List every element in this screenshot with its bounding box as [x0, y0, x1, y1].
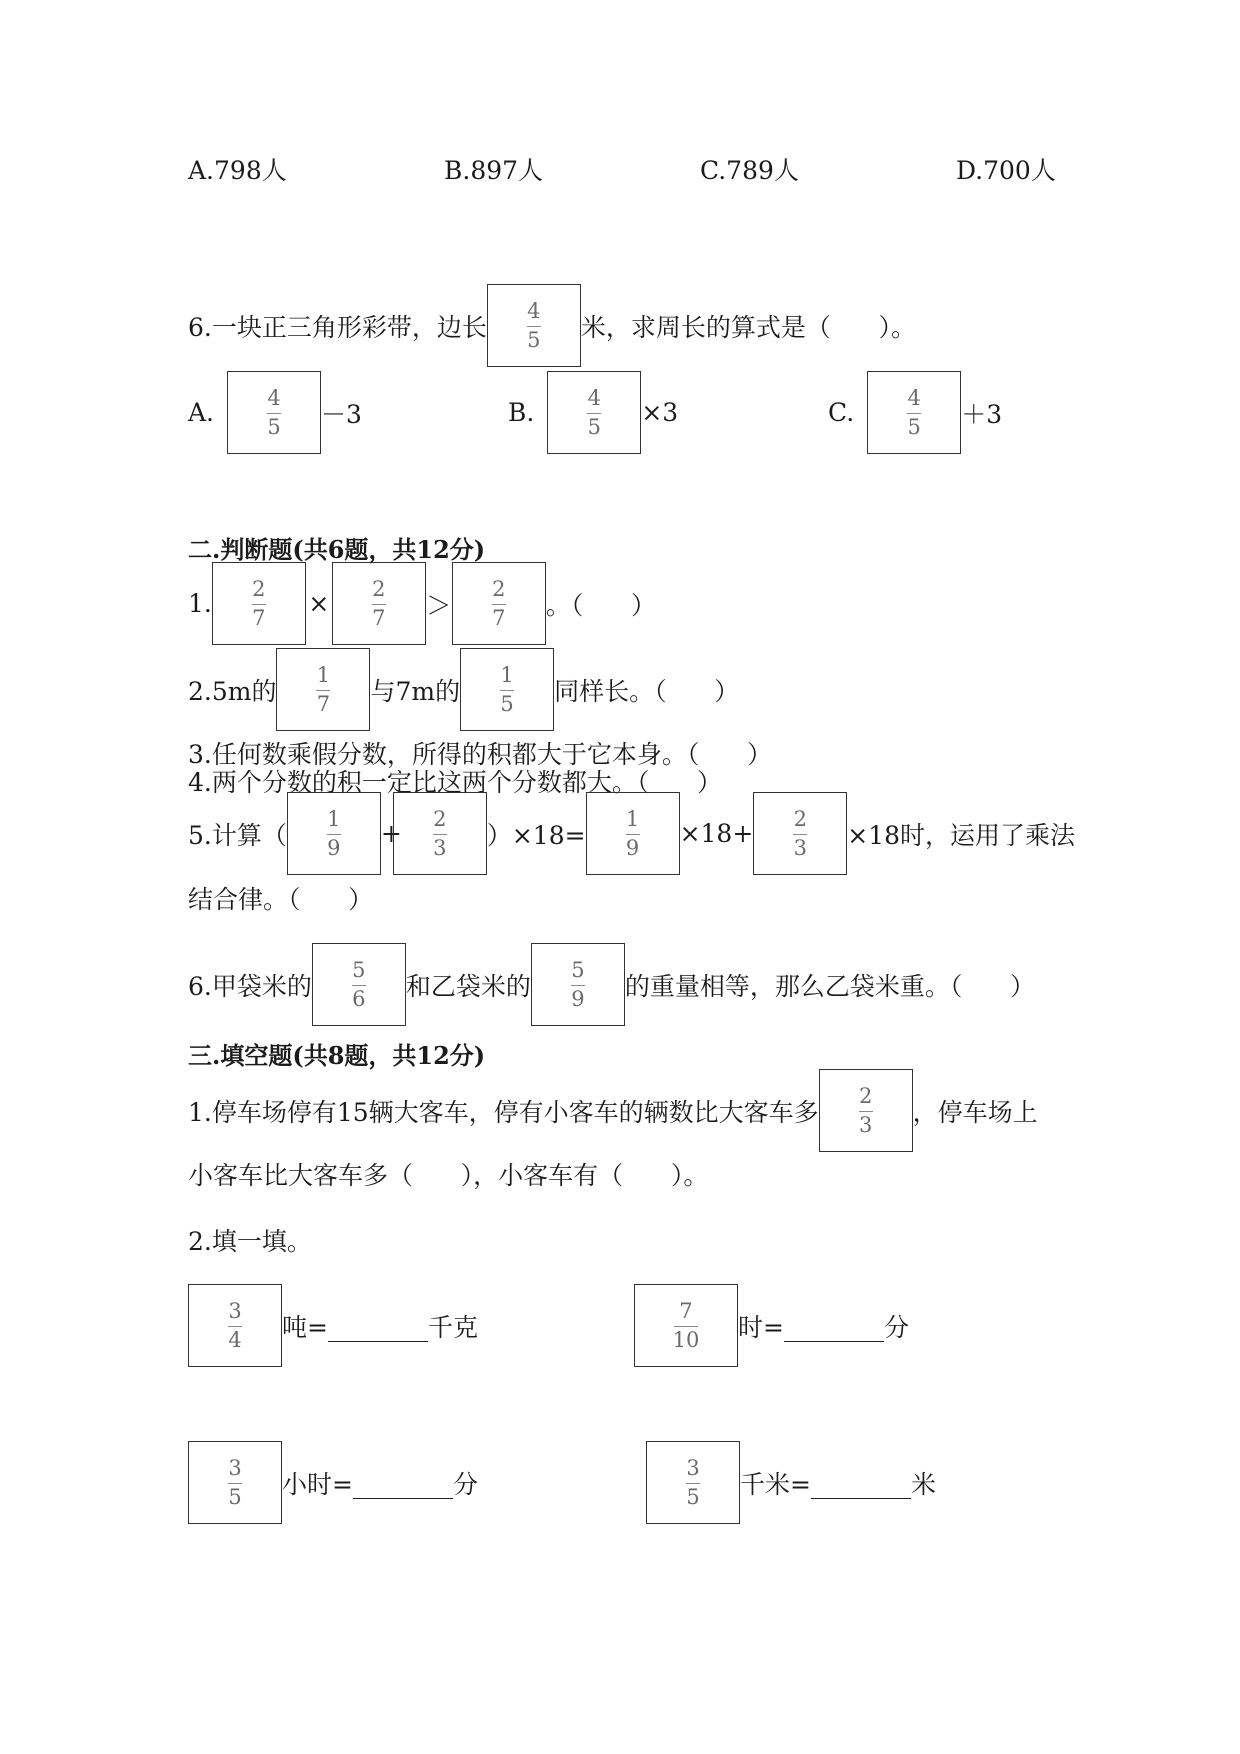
question-text: 米，求周长的算式是（ ）。	[580, 312, 917, 342]
denominator: 7	[252, 605, 266, 630]
fraction	[858, 1083, 873, 1137]
fraction-box	[227, 371, 321, 454]
fraction-bar	[500, 690, 514, 691]
fraction	[228, 1298, 242, 1352]
fraction	[907, 385, 921, 439]
fraction-bar	[907, 413, 921, 414]
fraction-bar	[527, 326, 541, 327]
fraction-box	[634, 1284, 738, 1367]
fraction-box	[819, 1069, 913, 1152]
fraction-bar	[433, 834, 447, 835]
fraction-bar	[571, 985, 585, 986]
fraction-box	[312, 943, 406, 1026]
option-expression: ×3	[641, 398, 679, 427]
conversion-item	[634, 1284, 909, 1367]
judge-question-5-continued: 结合律。（ ）	[188, 885, 374, 914]
fraction	[372, 576, 386, 630]
fraction	[433, 806, 447, 860]
fraction	[587, 385, 602, 439]
denominator: 4	[228, 1327, 242, 1352]
denominator: 10	[672, 1327, 700, 1352]
multiply-sign: ×	[308, 589, 330, 618]
numerator: 2	[252, 576, 266, 601]
numerator: 4	[587, 385, 602, 410]
denominator: 5	[907, 414, 921, 439]
fraction-box	[332, 562, 426, 645]
conversion-item	[188, 1284, 478, 1367]
judge-question-4: 4.两个分数的积一定比这两个分数都大。（ ）	[188, 768, 723, 797]
option-label: A.	[188, 398, 215, 427]
numerator: 4	[267, 385, 281, 410]
option-expression: ＋3	[961, 399, 1003, 429]
denominator: 7	[316, 691, 331, 716]
question-text: 同样长。（ ）	[554, 676, 740, 706]
denominator: 5	[267, 414, 281, 439]
judge-question-6	[188, 943, 1035, 1026]
option-d: D.700人	[956, 156, 1056, 185]
fraction-bar	[228, 1326, 242, 1327]
denominator: 7	[492, 605, 506, 630]
conversion-text: 吨=________千克	[282, 1312, 478, 1342]
denominator: 3	[793, 835, 807, 860]
question-text: 6.一块正三角形彩带，边长	[188, 312, 487, 342]
numerator: 1	[625, 806, 640, 831]
numerator: 7	[679, 1298, 693, 1323]
fraction-bar	[228, 1483, 242, 1484]
choice-question-6	[188, 284, 916, 367]
option-label: C.	[828, 398, 855, 427]
fill-question-1	[188, 1069, 1038, 1152]
fraction	[352, 957, 366, 1011]
fraction	[327, 806, 341, 860]
section-heading-fill: 三.填空题(共8题，共12分)	[188, 1041, 486, 1070]
numerator: 1	[500, 662, 514, 687]
fraction-bar	[686, 1483, 700, 1484]
fraction-box	[276, 648, 370, 731]
fill-question-1-continued: 小客车比大客车多（ ），小客车有（ ）。	[188, 1161, 709, 1190]
greater-than-sign: ＞	[426, 590, 452, 620]
choice-option-c	[828, 371, 1002, 454]
fraction-bar	[626, 834, 640, 835]
numerator: 5	[352, 957, 366, 982]
question-text: ×18+	[679, 819, 754, 848]
question-text: 1.停车场停有15辆大客车，停有小客车的辆数比大客车多	[188, 1097, 819, 1127]
denominator: 3	[858, 1112, 873, 1137]
fill-question-2-title: 2.填一填。	[188, 1227, 312, 1256]
fraction-bar	[352, 985, 366, 986]
denominator: 9	[571, 986, 585, 1011]
fraction	[492, 576, 506, 630]
numerator: 5	[571, 957, 585, 982]
numerator: 1	[327, 806, 341, 831]
fraction	[625, 806, 640, 860]
fraction-bar	[674, 1326, 698, 1327]
fraction-box	[452, 562, 546, 645]
denominator: 5	[587, 414, 602, 439]
option-c: C.789人	[700, 156, 799, 185]
answer-blank: 。（ ）	[545, 590, 657, 620]
fraction-box	[867, 371, 961, 454]
numerator: 4	[527, 298, 541, 323]
fraction	[527, 298, 541, 352]
denominator: 5	[228, 1484, 242, 1509]
option-a: A.798人	[188, 156, 287, 185]
fraction	[686, 1455, 700, 1509]
fraction-box	[393, 792, 487, 875]
fraction-bar	[372, 604, 386, 605]
judge-question-5	[188, 792, 1075, 875]
fraction-box	[547, 371, 641, 454]
fraction-box	[531, 943, 625, 1026]
fraction	[793, 806, 807, 860]
numerator: 3	[228, 1455, 242, 1480]
fraction-box	[188, 1441, 282, 1524]
fraction-box	[287, 792, 381, 875]
denominator: 9	[625, 835, 640, 860]
fraction	[672, 1298, 700, 1352]
denominator: 5	[686, 1484, 700, 1509]
fraction-box	[646, 1441, 740, 1524]
conversion-text: 小时=________分	[282, 1469, 478, 1499]
question-number: 1.	[188, 589, 212, 618]
question-text: 的重量相等，那么乙袋米重。（ ）	[624, 971, 1036, 1001]
question-text: 2.5m的	[188, 676, 277, 706]
choice-option-a	[188, 371, 362, 454]
fraction	[500, 662, 514, 716]
conversion-item	[188, 1441, 478, 1524]
judge-question-1	[188, 562, 656, 645]
fraction	[252, 576, 266, 630]
judge-question-2	[188, 648, 739, 731]
denominator: 6	[352, 986, 366, 1011]
numerator: 4	[907, 385, 921, 410]
denominator: 7	[372, 605, 386, 630]
fraction-bar	[267, 413, 281, 414]
denominator: 5	[500, 691, 514, 716]
fraction-bar	[252, 604, 266, 605]
fraction-box	[753, 792, 847, 875]
fraction-box	[212, 562, 306, 645]
fraction-bar	[492, 604, 506, 605]
fraction	[571, 957, 585, 1011]
denominator: 3	[433, 835, 447, 860]
fraction	[267, 385, 281, 439]
fraction-box	[188, 1284, 282, 1367]
denominator: 5	[527, 327, 541, 352]
conversion-text: 千米=________米	[740, 1469, 936, 1499]
fraction-bar	[793, 834, 807, 835]
choice-option-b	[508, 371, 678, 454]
numerator: 2	[858, 1083, 873, 1108]
fraction-box	[460, 648, 554, 731]
fraction-bar	[316, 690, 330, 691]
numerator: 2	[433, 806, 447, 831]
option-label: B.	[508, 398, 535, 427]
option-expression: －3	[321, 399, 362, 429]
fraction-bar	[587, 413, 601, 414]
question-text: ，停车场上	[912, 1097, 1038, 1127]
question-text: 5.计算（	[188, 820, 287, 850]
question-text: ×18时，运用了乘法	[847, 820, 1076, 850]
fraction	[228, 1455, 242, 1509]
plus-sign: +	[380, 819, 402, 848]
numerator: 2	[492, 576, 506, 601]
fraction-bar	[859, 1111, 873, 1112]
denominator: 9	[327, 835, 341, 860]
judge-question-3: 3.任何数乘假分数，所得的积都大于它本身。（ ）	[188, 740, 773, 769]
question-text: 与7m的	[370, 676, 461, 706]
numerator: 1	[316, 662, 331, 687]
section-heading-judge: 二.判断题(共6题，共12分)	[188, 535, 486, 564]
fraction-bar	[327, 834, 341, 835]
fraction	[316, 662, 331, 716]
question-text: ）×18=	[486, 820, 586, 850]
numerator: 2	[372, 576, 386, 601]
fraction-box	[586, 792, 680, 875]
fraction-box	[487, 284, 581, 367]
question-text: 和乙袋米的	[405, 971, 531, 1001]
question-text: 6.甲袋米的	[188, 971, 312, 1001]
numerator: 2	[793, 806, 807, 831]
numerator: 3	[228, 1298, 242, 1323]
option-b: B.897人	[444, 156, 544, 185]
conversion-item	[646, 1441, 936, 1524]
numerator: 3	[686, 1455, 700, 1480]
conversion-text: 时=________分	[738, 1312, 909, 1342]
